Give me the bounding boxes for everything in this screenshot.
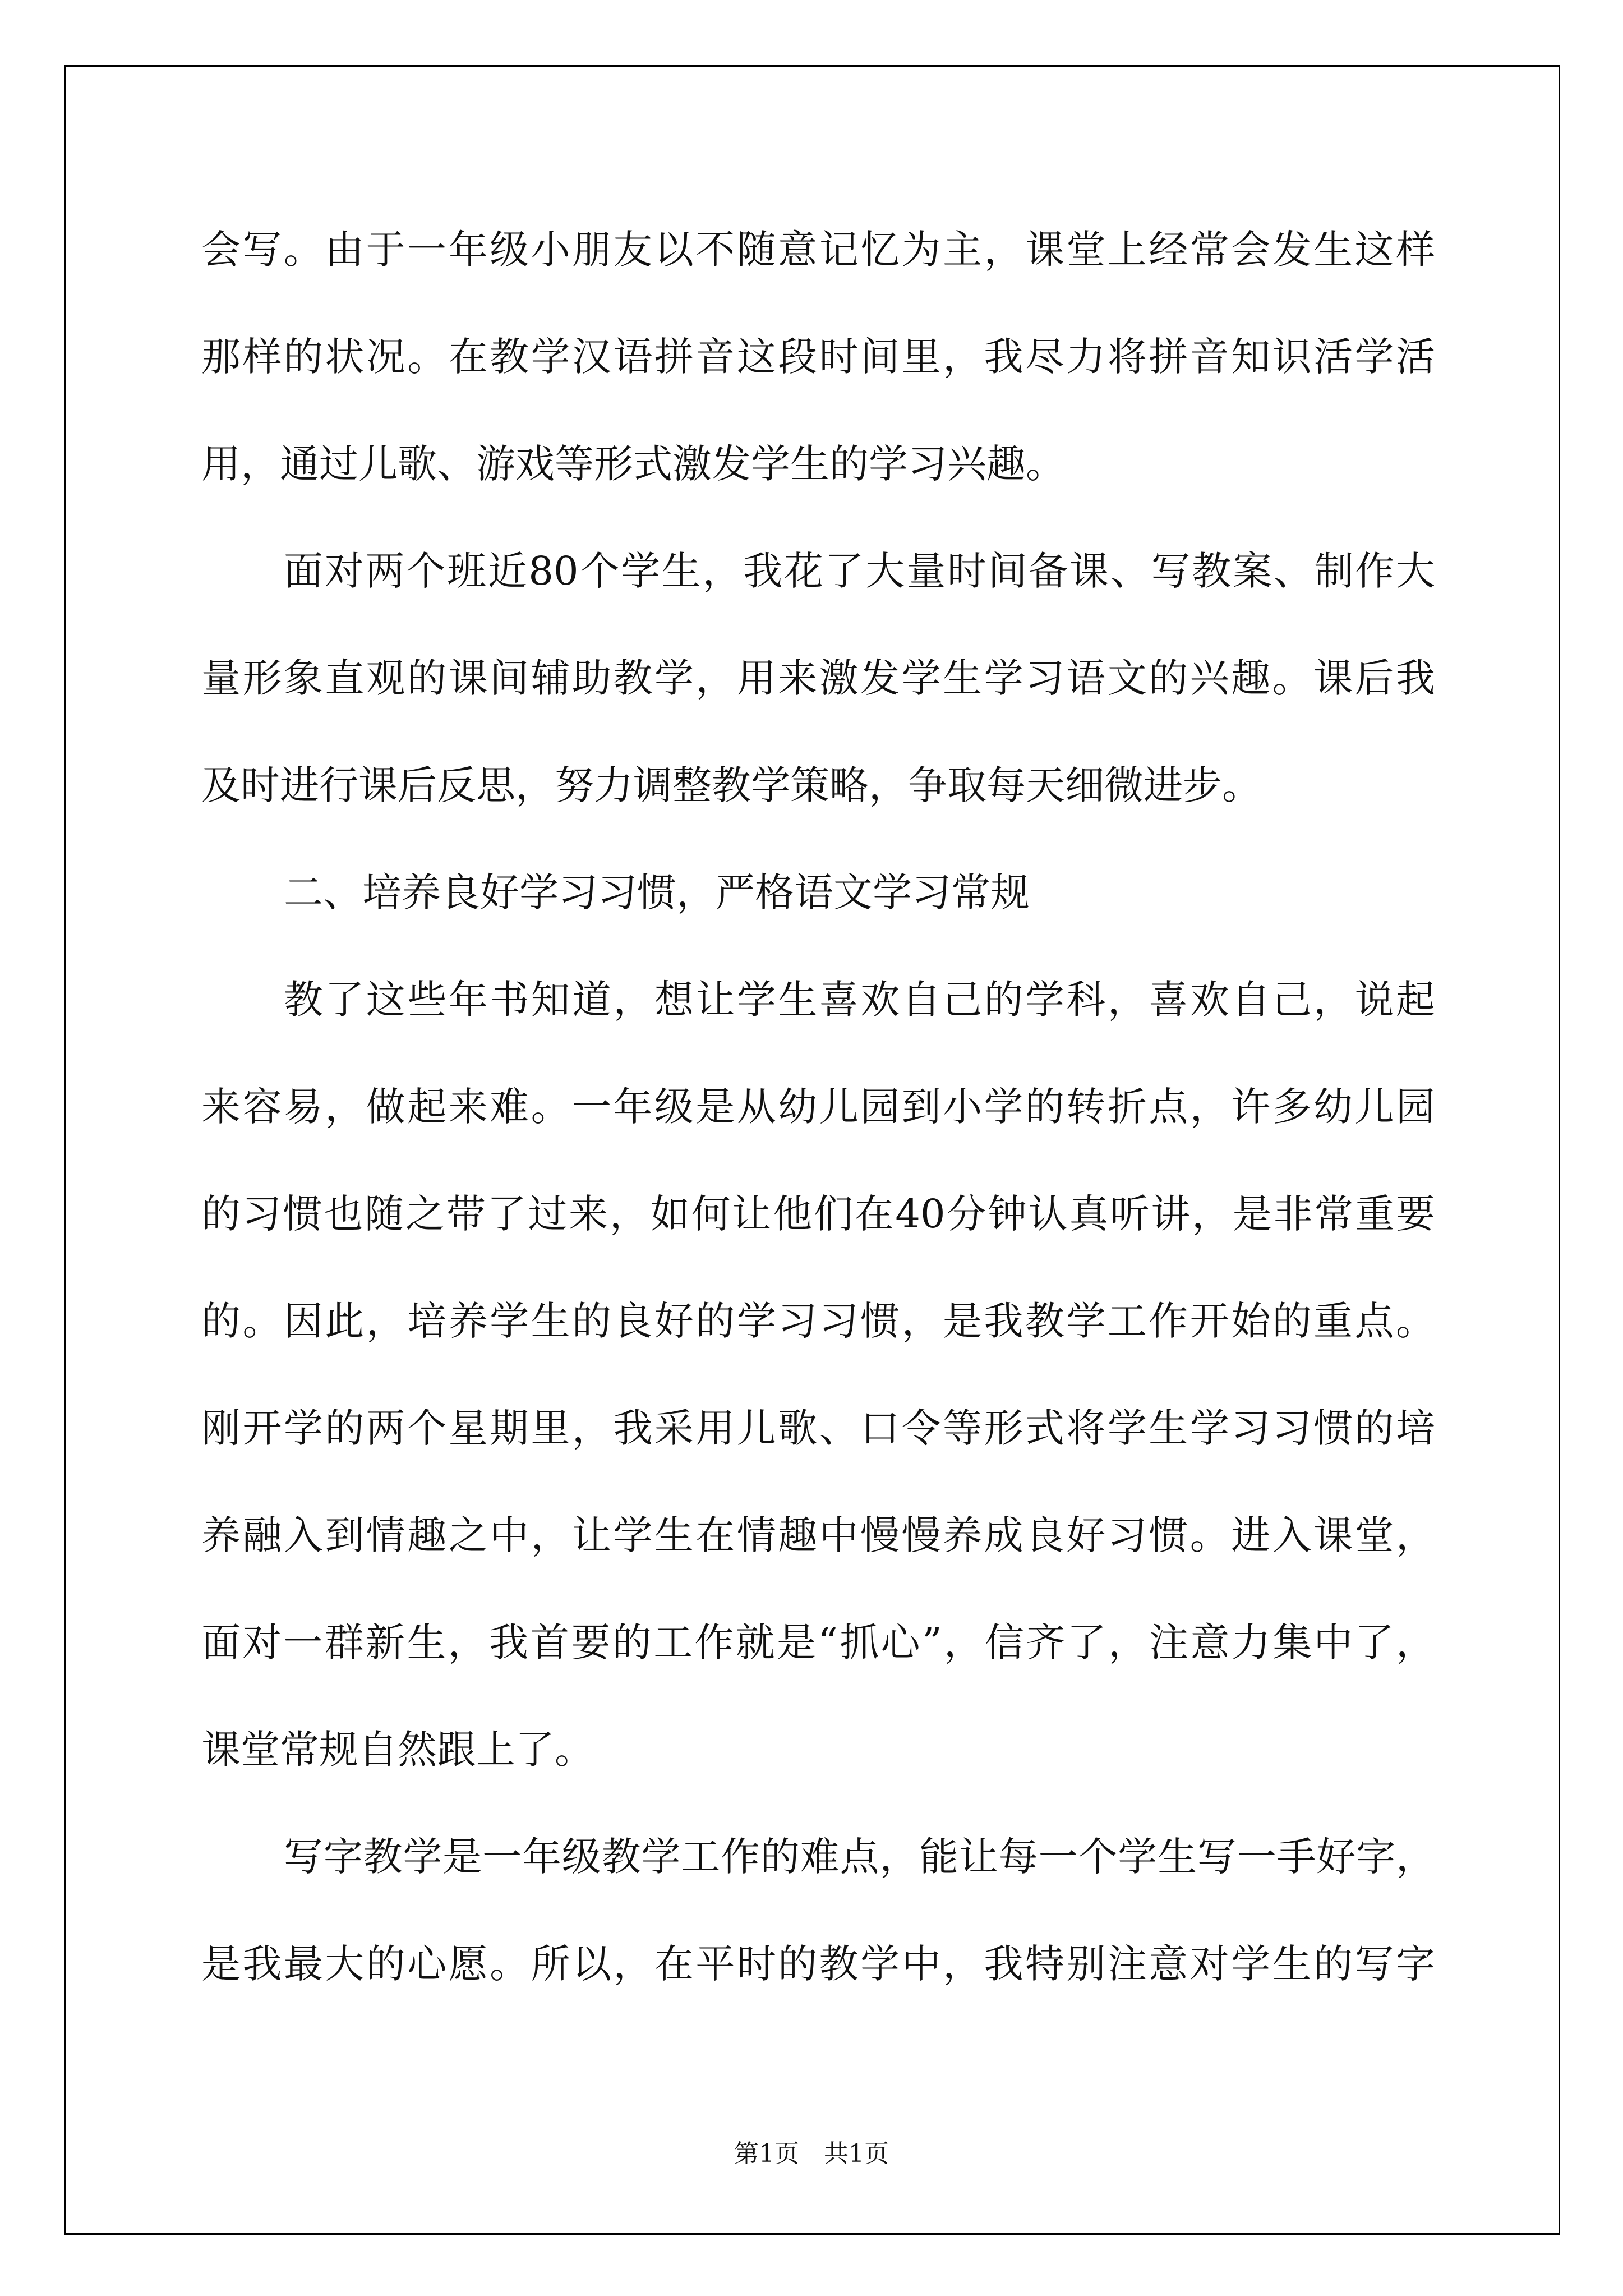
paragraph: [201, 518, 1435, 839]
text-line: 那样的状况。在教学汉语拼音这段时间里，我尽力将拼音知识活学活: [201, 334, 1435, 380]
paragraph: [201, 946, 1435, 1803]
text-line: 量形象直观的课间辅助教学，用来激发学生学习语文的兴趣。课后我: [201, 655, 1435, 701]
page-number-footer: 第1页 共1页: [734, 2139, 889, 2168]
text-line: 用，通过儿歌、游戏等形式激发学生的学习兴趣。: [201, 441, 1065, 487]
document-body: [201, 196, 1435, 2018]
text-line: 及时进行课后反思，努力调整教学策略，争取每天细微进步。: [201, 762, 1261, 808]
text-line: 是我最大的心愿。所以，在平时的教学中，我特别注意对学生的写字: [201, 1941, 1435, 1987]
text-line: 的。因此，培养学生的良好的学习习惯，是我教学工作开始的重点。: [201, 1298, 1435, 1344]
section-heading: [201, 839, 1435, 946]
text-line: 会写。由于一年级小朋友以不随意记忆为主，课堂上经常会发生这样: [201, 227, 1435, 273]
text-line: 来容易，做起来难。一年级是从幼儿园到小学的转折点，许多幼儿园: [201, 1084, 1435, 1130]
text-line: 面对两个班近80个学生，我花了大量时间备课、写教案、制作大: [284, 548, 1435, 594]
text-line: 的习惯也随之带了过来，如何让他们在40分钟认真听讲，是非常重要: [201, 1191, 1435, 1237]
text-line: 面对一群新生，我首要的工作就是“抓心”，信齐了，注意力集中了，: [201, 1619, 1435, 1665]
paragraph: [201, 196, 1435, 518]
text-line: 养融入到情趣之中，让学生在情趣中慢慢养成良好习惯。进入课堂，: [201, 1512, 1435, 1558]
text-line: 写字教学是一年级教学工作的难点，能让每一个学生写一手好字，: [284, 1834, 1435, 1880]
text-line: 刚开学的两个星期里，我采用儿歌、口令等形式将学生学习习惯的培: [201, 1405, 1435, 1451]
text-line: 教了这些年书知道，想让学生喜欢自己的学科，喜欢自己，说起: [284, 977, 1435, 1023]
text-line: 课堂常规自然跟上了。: [201, 1727, 594, 1773]
section-heading-text: 二、培养良好学习习惯，严格语文学习常规: [284, 869, 1030, 915]
paragraph: [201, 1803, 1435, 2018]
